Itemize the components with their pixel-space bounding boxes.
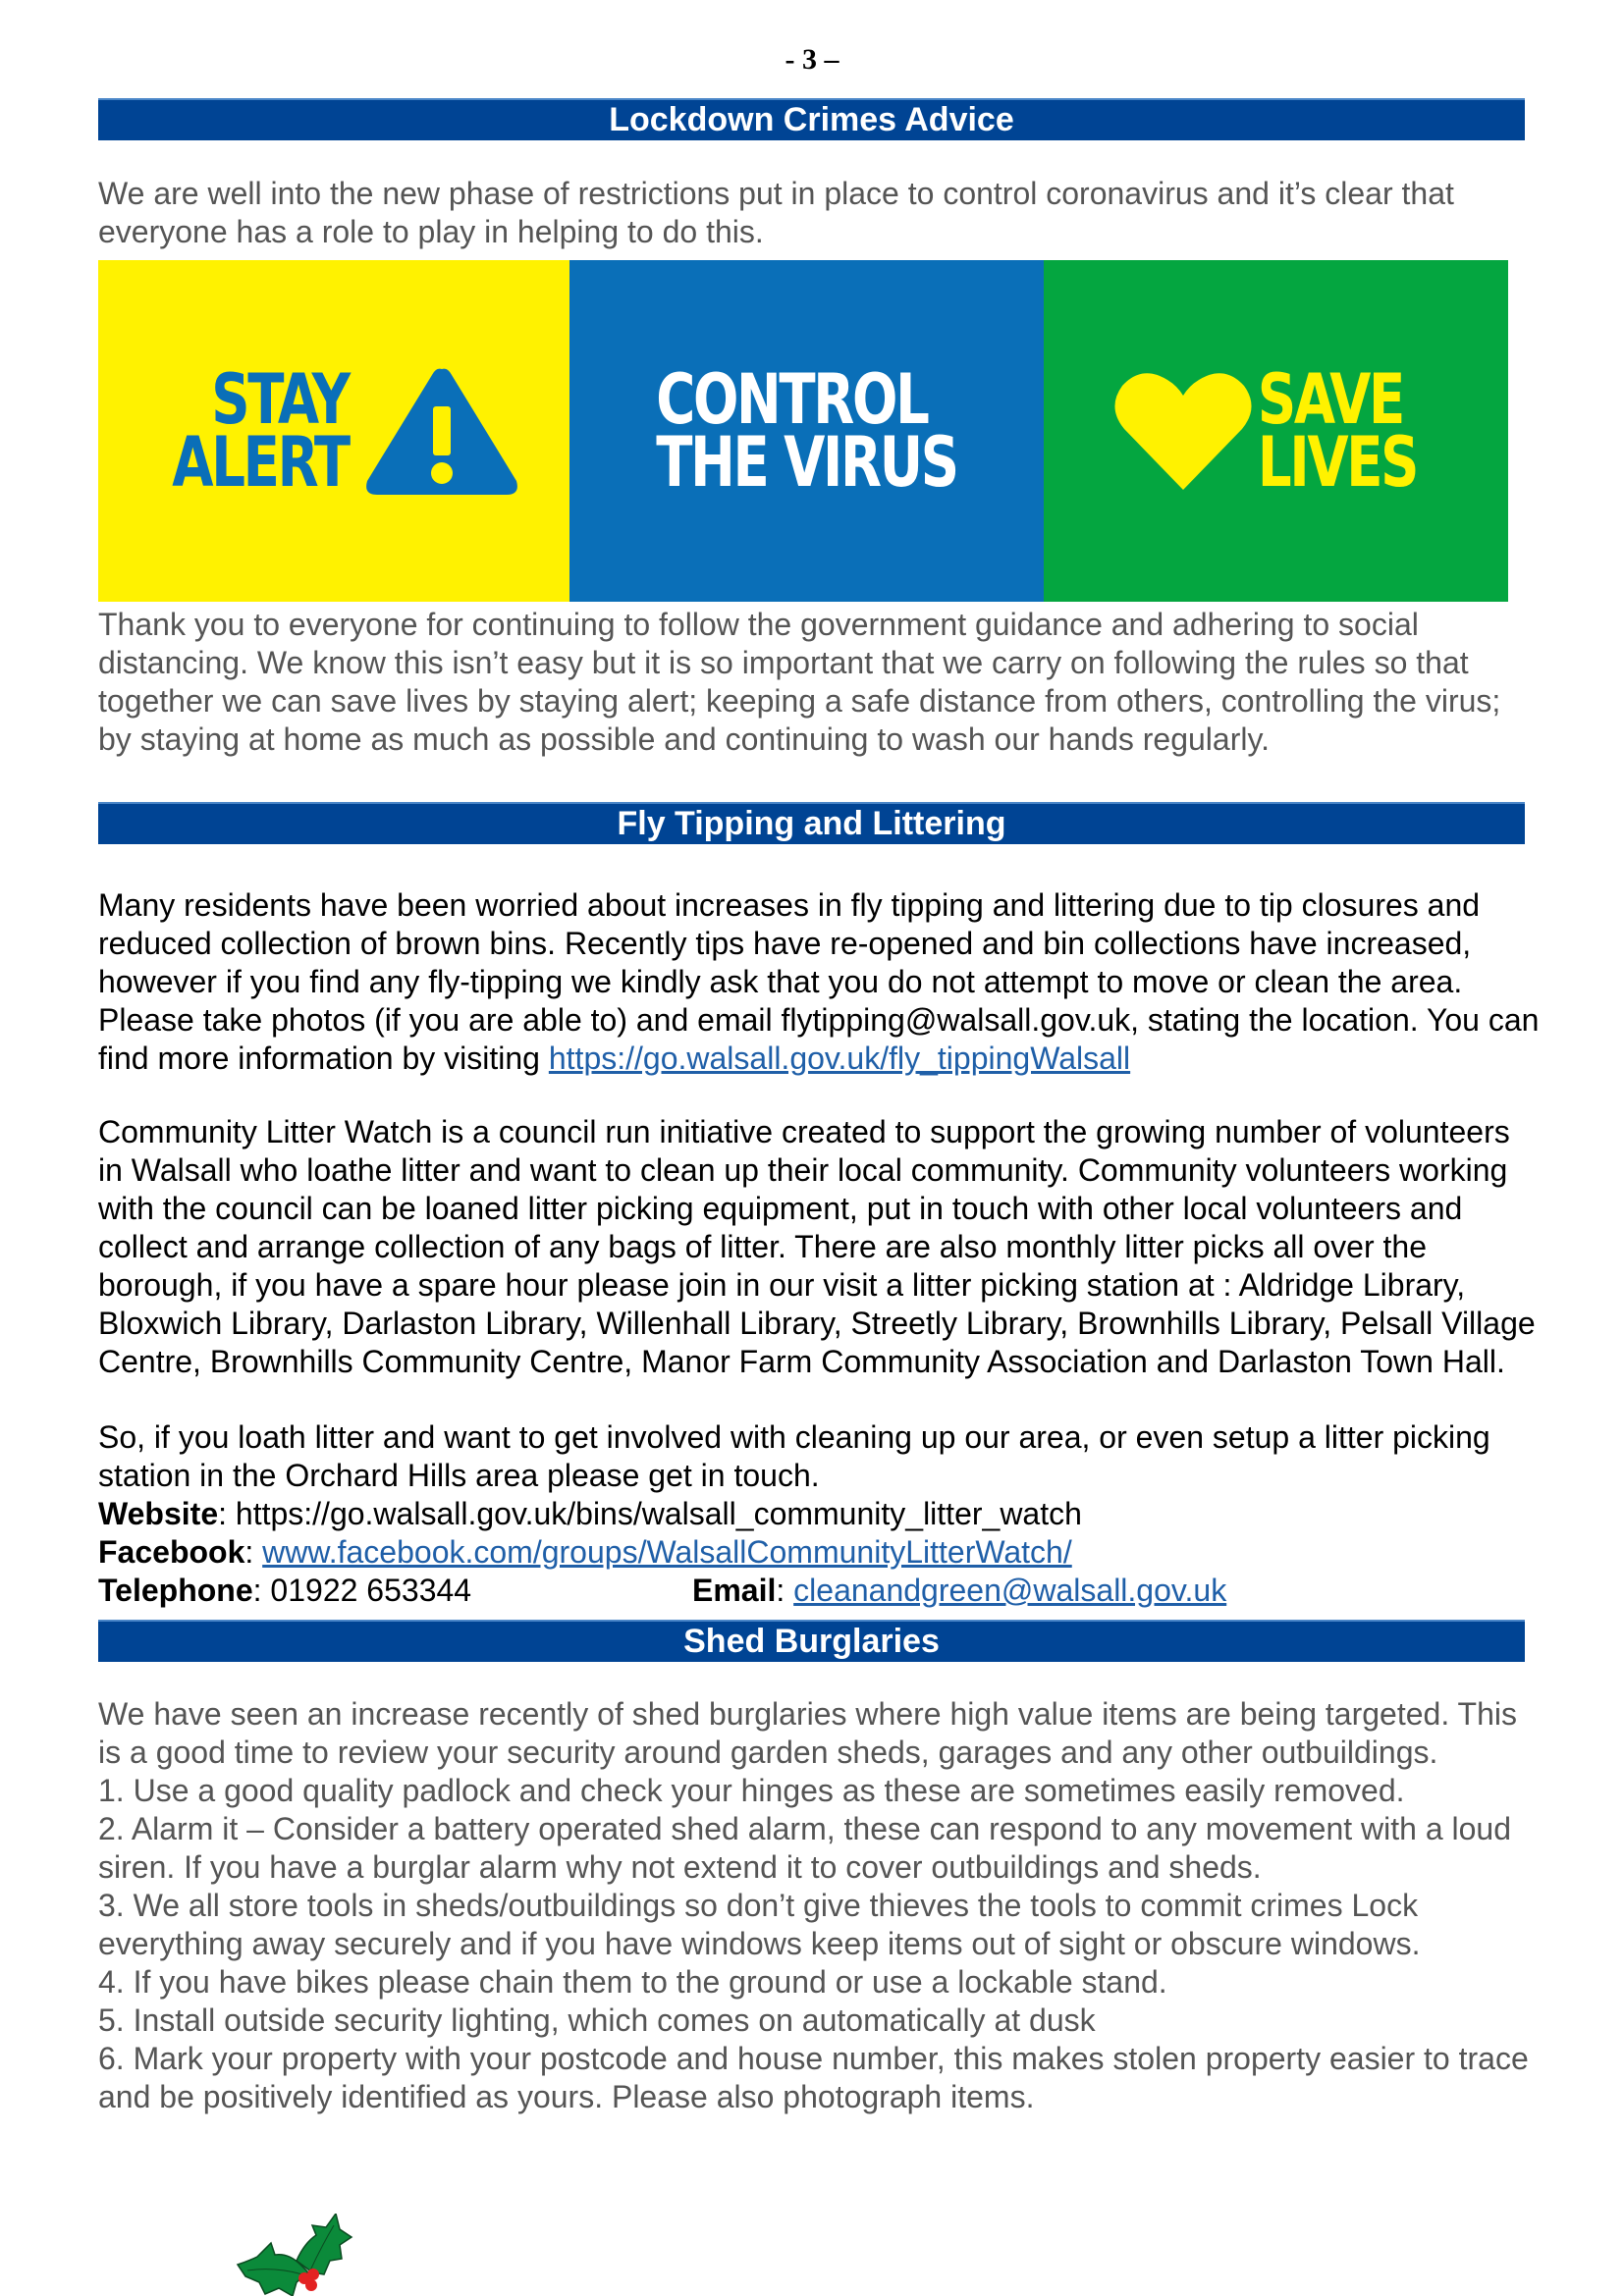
stay-alert-banner — [98, 260, 1508, 602]
page-number: - 3 – — [785, 43, 839, 76]
warning-triangle-icon — [363, 365, 520, 498]
save-lives-line2: LIVES — [1257, 422, 1418, 503]
control-the-virus-line1: CONTROL — [656, 359, 928, 440]
fly-tipping-link[interactable]: https://go.walsall.gov.uk/fly_tippingWalsall — [548, 1041, 1131, 1076]
email-label: Email — [692, 1573, 777, 1608]
holly-icon — [236, 2214, 353, 2296]
separator: : — [252, 1573, 271, 1608]
separator: : — [244, 1534, 263, 1570]
control-the-virus-panel — [569, 260, 1044, 602]
stay-alert-panel — [98, 260, 569, 602]
control-the-virus-text — [656, 359, 957, 503]
save-lives-panel — [1044, 260, 1508, 602]
shed-burglaries-content — [98, 1695, 1542, 2116]
stay-alert-line2: ALERT — [172, 422, 349, 503]
shed-burglaries-intro: We have seen an increase recently of shed burglaries where high value items are being targeted. This is a good time to review your security around garden sheds, garages and any other outbuildings. — [98, 1696, 1517, 1770]
separator: : — [776, 1573, 794, 1608]
security-tip: 3. We all store tools in sheds/outbuildings so don’t give thieves the tools to commit crimes Lock everything away securely and if you have windows keep items out of sight or obscure windows. — [98, 1888, 1421, 1961]
facebook-label: Facebook — [98, 1534, 245, 1570]
heart-icon — [1112, 370, 1255, 493]
get-involved-paragraph: So, if you loath litter and want to get involved with cleaning up our area, or even setup a litter picking station in the Orchard Hills area please get in touch. — [98, 1419, 1490, 1493]
lockdown-body-paragraph: Thank you to everyone for continuing to follow the government guidance and adhering to social distancing. We know this isn’t easy but it is so important that we carry on following the rules so that together we can save lives by staying alert; keeping a safe distance from others, controlling the virus; by staying at home as much as possible and continuing to wash our hands regularly. — [98, 607, 1501, 757]
security-tip: 1. Use a good quality padlock and check your hinges as these are sometimes easily removed. — [98, 1773, 1405, 1808]
community-litter-watch-paragraph: Community Litter Watch is a council run initiative created to support the growing number of volunteers in Walsall who loathe litter and want to clean up their local community. Community volunteers working with the council can be loaned litter picking equipment, put in touch with other local volunteers and collect and arrange collection of any bags of litter. There are also monthly litter picks all over the borough, if you have a spare hour please join in our visit a litter picking station at : Aldridge Library, Bloxwich Library, Darlaston Library, Willenhall Library, Streetly Library, Brownhills Library, Pelsall Village Centre, Brownhills Community Centre, Manor Farm Community Association and Darlaston Town Hall. — [98, 1114, 1536, 1379]
stay-alert-line1: STAY — [211, 359, 349, 440]
security-tip: 4. If you have bikes please chain them to the ground or use a lockable stand. — [98, 1964, 1167, 2000]
save-lives-text — [1257, 359, 1418, 503]
security-tip: 5. Install outside security lighting, which comes on automatically at dusk — [98, 2002, 1096, 2038]
lockdown-intro-paragraph: We are well into the new phase of restrictions put in place to control coronavirus and it’s clear that everyone has a role to play in helping to do this. — [98, 176, 1454, 249]
security-tip: 2. Alarm it – Consider a battery operated shed alarm, these can respond to any movement with a loud siren. If you have a burglar alarm why not extend it to cover outbuildings and sheds. — [98, 1811, 1512, 1885]
website-value: https://go.walsall.gov.uk/bins/walsall_community_litter_watch — [235, 1496, 1082, 1531]
telephone-value: 01922 653344 — [270, 1573, 472, 1608]
security-tip: 6. Mark your property with your postcode and house number, this makes stolen property easier to trace and be positively identified as yours. Please also photograph items. — [98, 2041, 1529, 2114]
section-header-lockdown-crimes-advice: Lockdown Crimes Advice — [98, 98, 1525, 140]
control-the-virus-line2: THE VIRUS — [656, 422, 957, 503]
section-header-shed-burglaries: Shed Burglaries — [98, 1620, 1525, 1662]
email-contact — [692, 1572, 1226, 1610]
website-contact — [98, 1495, 1082, 1533]
save-lives-line1: SAVE — [1257, 359, 1403, 440]
fly-tipping-text: Many residents have been worried about increases in fly tipping and littering due to tip closures and reduced collection of brown bins. Recently tips have re-opened and bin collections have increased, however if you find any fly-tipping we kindly ask that you do not attempt to move or clean the area. Please take photos (if you are able to) and email flytipping@walsall.gov.uk, stating the location. You can find more information by visiting — [98, 887, 1540, 1076]
telephone-label: Telephone — [98, 1573, 253, 1608]
separator: : — [218, 1496, 236, 1531]
email-link[interactable]: cleanandgreen@walsall.gov.uk — [793, 1573, 1227, 1608]
facebook-link[interactable]: www.facebook.com/groups/WalsallCommunityLitterWatch/ — [262, 1534, 1072, 1570]
stay-alert-text — [172, 359, 349, 503]
facebook-contact — [98, 1533, 1072, 1572]
fly-tipping-paragraph — [98, 886, 1542, 1078]
telephone-contact — [98, 1572, 471, 1610]
section-header-fly-tipping: Fly Tipping and Littering — [98, 802, 1525, 844]
website-label: Website — [98, 1496, 219, 1531]
